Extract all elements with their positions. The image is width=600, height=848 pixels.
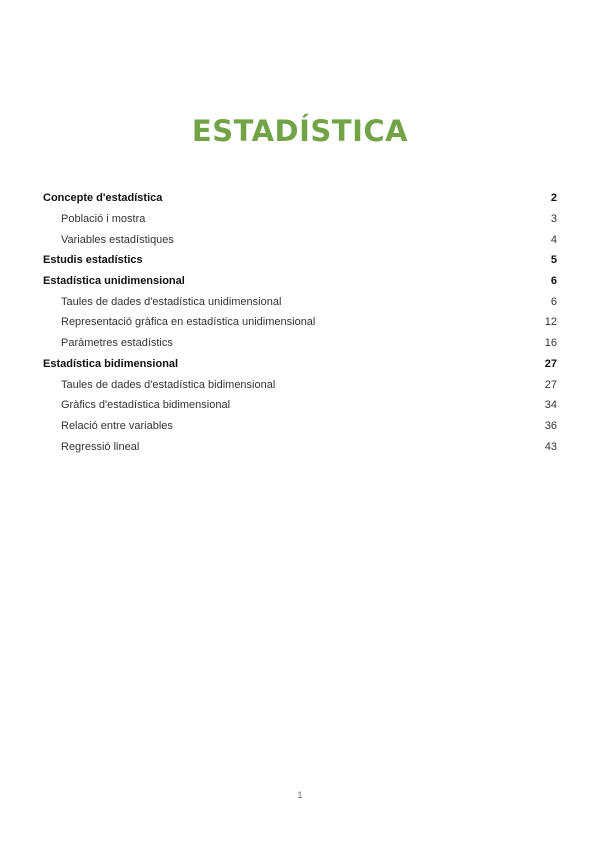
- toc-entry-page: 27: [544, 378, 557, 391]
- toc-entry-concepte[interactable]: [43, 188, 557, 209]
- toc-entry-page: 4: [550, 233, 557, 246]
- toc-entry-representacio[interactable]: [43, 312, 557, 333]
- toc-entry-taules-uni[interactable]: [43, 291, 557, 312]
- toc-entry-page: 3: [550, 213, 557, 226]
- toc-entry-taules-bi[interactable]: [43, 374, 557, 395]
- toc-entry-label: Gràfics d'estadística bidimensional: [61, 399, 231, 412]
- toc-entry-regressio[interactable]: [43, 436, 557, 457]
- toc-entry-page: 27: [544, 357, 557, 370]
- toc-entry-label: Població i mostra: [61, 213, 146, 226]
- toc-entry-estudis[interactable]: [43, 250, 557, 271]
- toc-entry-bidimensional[interactable]: [43, 354, 557, 375]
- toc-entry-label: Taules de dades d'estadística unidimensional: [61, 295, 282, 308]
- toc-entry-label: Regressió lineal: [61, 440, 140, 453]
- toc-entry-page: 16: [544, 337, 557, 350]
- toc-entry-label: Concepte d'estadística: [43, 192, 163, 205]
- toc-entry-page: 5: [550, 254, 557, 267]
- page-number: 1: [297, 790, 303, 800]
- toc-entry-page: 36: [544, 419, 557, 432]
- toc-entry-page: 6: [550, 275, 557, 288]
- toc-entry-parametres[interactable]: [43, 333, 557, 354]
- toc-entry-label: Paràmetres estadístics: [61, 337, 173, 350]
- toc-entry-page: 43: [544, 440, 557, 453]
- toc-entry-unidimensional[interactable]: [43, 271, 557, 292]
- toc-entry-label: Taules de dades d'estadística bidimensional: [61, 378, 276, 391]
- toc-entry-relacio[interactable]: [43, 416, 557, 437]
- toc-entry-page: 34: [544, 399, 557, 412]
- table-of-contents: [43, 188, 557, 457]
- toc-entry-poblacio[interactable]: [43, 209, 557, 230]
- toc-entry-page: 12: [544, 316, 557, 329]
- toc-entry-label: Estadística bidimensional: [43, 357, 179, 370]
- toc-entry-page: 2: [550, 192, 557, 205]
- page-title: ESTADÍSTICA: [191, 114, 409, 148]
- toc-entry-label: Representació gràfica en estadística unidimensional: [61, 316, 316, 329]
- toc-entry-label: Estadística unidimensional: [43, 275, 185, 288]
- toc-entry-label: Estudis estadístics: [43, 254, 143, 267]
- toc-entry-page: 6: [550, 295, 557, 308]
- toc-entry-label: Relació entre variables: [61, 419, 173, 432]
- toc-entry-variables[interactable]: [43, 229, 557, 250]
- toc-entry-label: Variables estadístiques: [61, 233, 174, 246]
- toc-entry-grafics[interactable]: [43, 395, 557, 416]
